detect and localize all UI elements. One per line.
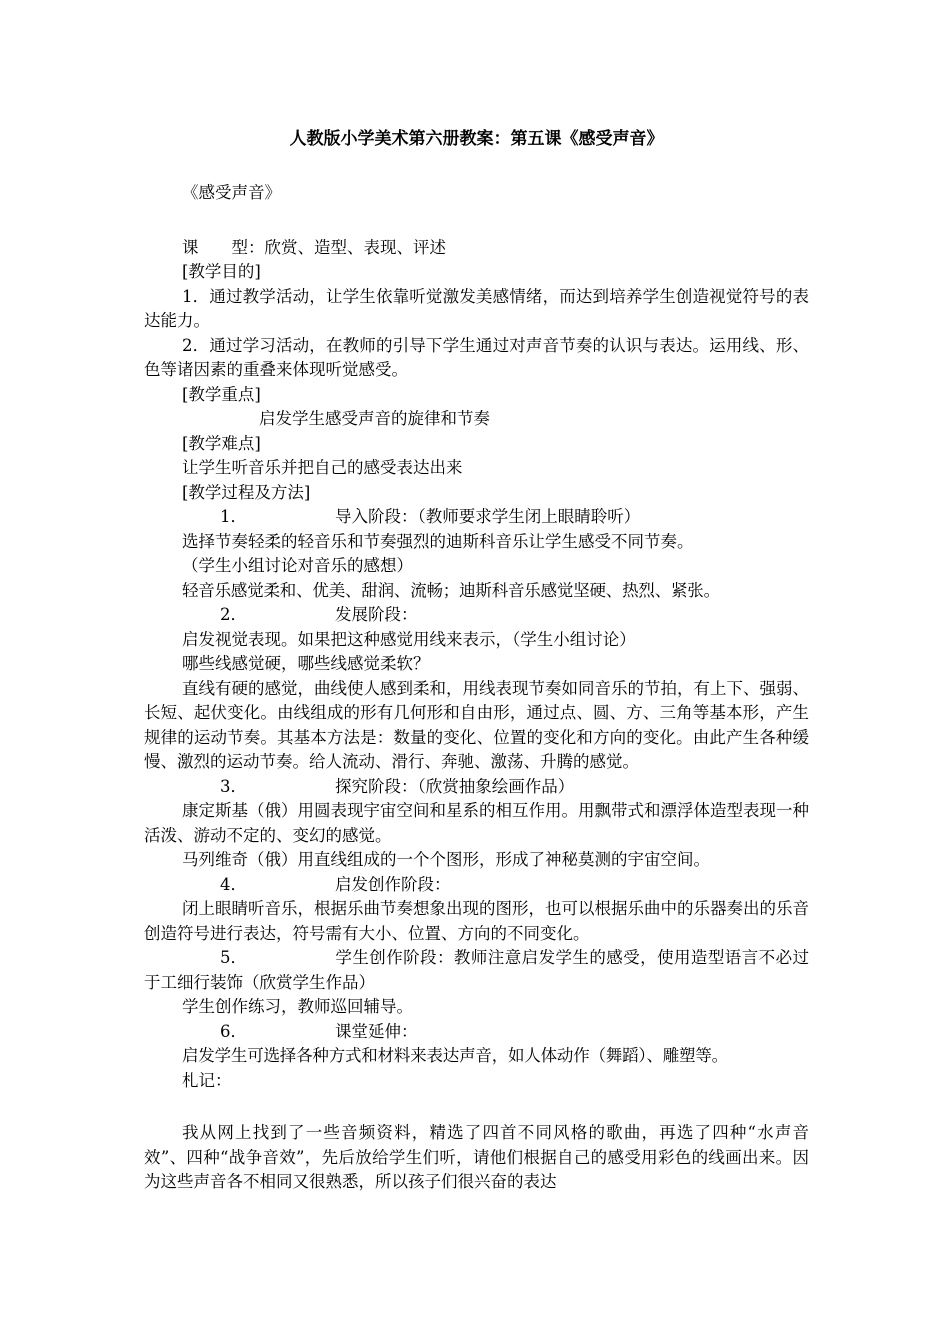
step-2-paragraph-3: 直线有硬的感觉，曲线使人感到柔和，用线表现节奏如同音乐的节拍，有上下、强弱、长短、起伏变化。由线组成的形有几何形和自由形，通过点、圆、方、三角等基本形，产生规律的运动节奏。其基本方法是：数量的变化、位置的变化和方向的变化。由此产生各种缓慢、激烈的运动节奏。给人流动、滑行、奔驰、激荡、升腾的感觉。	[144, 678, 809, 771]
step-3	[144, 775, 809, 800]
step-2-paragraph-2: 哪些线感觉硬，哪些线感觉柔软？	[182, 654, 430, 673]
lesson-plan-page	[144, 120, 809, 1195]
document-title: 人教版小学美术第六册教案：第五课《感受声音》	[289, 129, 664, 149]
step-1-title: 导入阶段：（教师要求学生闭上眼睛聆听）	[335, 507, 641, 526]
step-6-number: 6．	[220, 1021, 247, 1041]
key-text: 启发学生感受声音的旋律和节奏	[259, 409, 490, 428]
step-3-number: 3．	[220, 776, 247, 796]
step-2-number: 2．	[220, 605, 247, 624]
difficulty-text: 让学生听音乐并把自己的感受表达出来	[182, 458, 463, 477]
goal-1: 1．通过教学活动，让学生依靠听觉激发美感情绪，而达到培养学生创造视觉符号的表达能力。	[144, 286, 809, 330]
key-heading: [教学重点]	[182, 384, 261, 404]
step-4-title: 启发创作阶段：	[335, 874, 451, 894]
notes-label: 札记：	[182, 1070, 232, 1090]
step-4-paragraph-1: 闭上眼睛听音乐，根据乐曲节奏想象出现的图形，也可以根据乐曲中的乐器奏出的乐音创造符号进行表达，符号需有大小、位置、方向的不同变化。	[144, 899, 809, 943]
step-1-paragraph-2: （学生小组讨论对音乐的感想）	[182, 556, 413, 575]
step-2-paragraph-1: 启发视觉表现。如果把这种感觉用线来表示，（学生小组讨论）	[182, 629, 636, 649]
step-5-title: 学生创作阶段：教师注意启发学生的感受，使用造型语言不必过于工细行装饰（欣赏学生作品）	[144, 948, 809, 992]
step-6	[144, 1020, 809, 1045]
process-heading: [教学过程及方法]	[182, 482, 311, 502]
notes-text: 我从网上找到了一些音频资料，精选了四首不同风格的歌曲，再选了四种“水声音效”、四种“战争音效”，先后放给学生们听，请他们根据自己的感受用彩色的线画出来。因为这些声音各不相同又很熟悉，所以孩子们很兴奋的表达	[144, 1123, 809, 1191]
step-1-paragraph-1: 选择节奏轻柔的轻音乐和节奏强烈的迪斯科音乐让学生感受不同节奏。	[182, 531, 694, 551]
step-1-number: 1．	[220, 507, 247, 526]
step-2	[144, 603, 809, 628]
step-1-paragraph-3: 轻音乐感觉柔和、优美、甜润、流畅；迪斯科音乐感觉坚硬、热烈、紧张。	[182, 580, 720, 600]
difficulty-heading: [教学难点]	[182, 433, 261, 453]
step-1	[144, 505, 809, 530]
step-6-title: 课堂延伸：	[335, 1021, 418, 1041]
step-3-paragraph-1: 康定斯基（俄）用圆表现宇宙空间和星系的相互作用。用飘带式和漂浮体造型表现一种活泼、游动不定的、变幻的感觉。	[144, 801, 809, 845]
lesson-subtitle: 《感受声音》	[182, 183, 281, 202]
step-6-paragraph-1: 启发学生可选择各种方式和材料来表达声音，如人体动作（舞蹈）、雕塑等。	[182, 1046, 728, 1065]
step-4	[144, 873, 809, 898]
goal-2: 2．通过学习活动，在教师的引导下学生通过对声音节奏的认识与表达。运用线、形、色等诸因素的重叠来体现听觉感受。	[144, 335, 809, 379]
step-2-title: 发展阶段：	[335, 605, 418, 624]
step-4-number: 4．	[220, 874, 247, 894]
step-5-paragraph-1: 学生创作练习，教师巡回辅导。	[182, 997, 413, 1016]
goals-heading: [教学目的]	[182, 262, 261, 281]
step-3-title: 探究阶段：（欣赏抽象绘画作品）	[335, 776, 575, 796]
course-type: 课 型：欣赏、造型、表现、评述	[182, 237, 446, 257]
step-3-paragraph-2: 马列维奇（俄）用直线组成的一个个图形，形成了神秘莫测的宇宙空间。	[182, 850, 710, 869]
step-5	[144, 946, 809, 995]
step-5-number: 5．	[220, 948, 247, 967]
